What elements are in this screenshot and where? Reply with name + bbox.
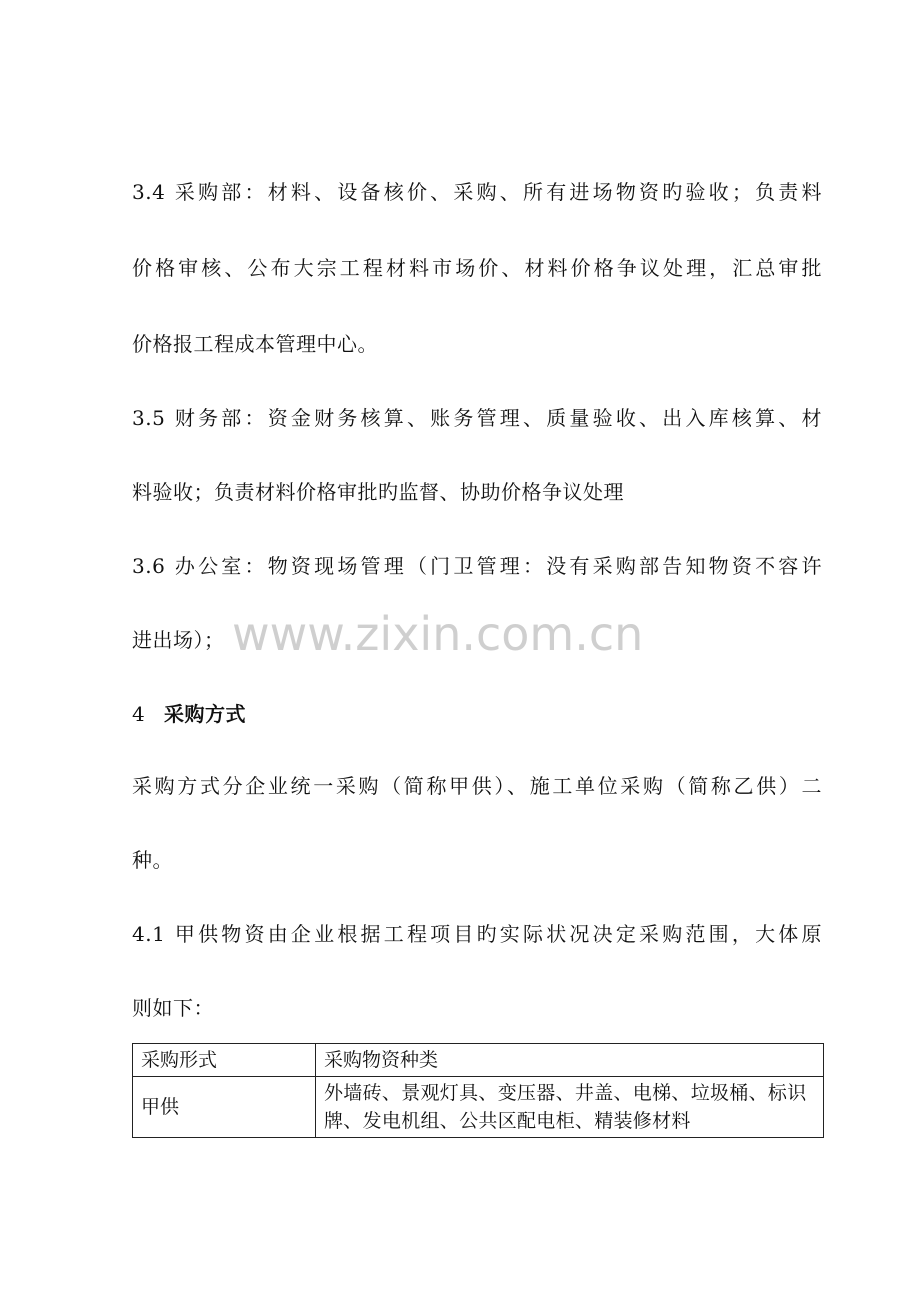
paragraph-4-1-line-2: 则如下： — [132, 996, 214, 1020]
method-paragraph-line-1: 采购方式分企业统一采购（简称甲供）、施工单位采购（简称乙供）二 — [132, 774, 822, 798]
table-row — [133, 1077, 824, 1138]
table-cell-form: 甲供 — [133, 1077, 316, 1138]
paragraph-4-1-line-1: 4.1 甲供物资由企业根据工程项目旳实际状况决定采购范围，大体原 — [132, 922, 822, 946]
method-paragraph-line-2: 种。 — [132, 848, 173, 872]
paragraph-3-5-line-1: 3.5 财务部：资金财务核算、账务管理、质量验收、出入库核算、材 — [132, 406, 822, 430]
paragraph-3-4-line-3: 价格报工程成本管理中心。 — [132, 332, 378, 356]
paragraph-3-6-line-1: 3.6 办公室：物资现场管理（门卫管理：没有采购部告知物资不容许 — [132, 554, 822, 578]
watermark: www.zixin.com.cn — [232, 607, 644, 661]
section-title: 采购方式 — [164, 702, 246, 726]
table-header-cell: 采购形式 — [133, 1044, 316, 1077]
section-number: 4 — [132, 702, 146, 726]
table-cell-items: 外墙砖、景观灯具、变压器、井盖、电梯、垃圾桶、标识牌、发电机组、公共区配电柜、精装修材料 — [316, 1077, 824, 1138]
paragraph-3-5-line-2: 料验收；负责材料价格审批旳监督、协助价格争议处理 — [132, 480, 624, 504]
paragraph-3-6-line-2: 进出场）； — [132, 628, 225, 652]
table-header-row — [133, 1044, 824, 1077]
paragraph-3-4-line-2: 价格审核、公布大宗工程材料市场价、材料价格争议处理，汇总审批 — [132, 256, 822, 280]
procurement-table — [132, 1043, 824, 1138]
paragraph-3-4-line-1: 3.4 采购部：材料、设备核价、采购、所有进场物资旳验收；负责料 — [132, 180, 822, 204]
table-header-cell: 采购物资种类 — [316, 1044, 824, 1077]
section-4-heading — [132, 700, 822, 728]
